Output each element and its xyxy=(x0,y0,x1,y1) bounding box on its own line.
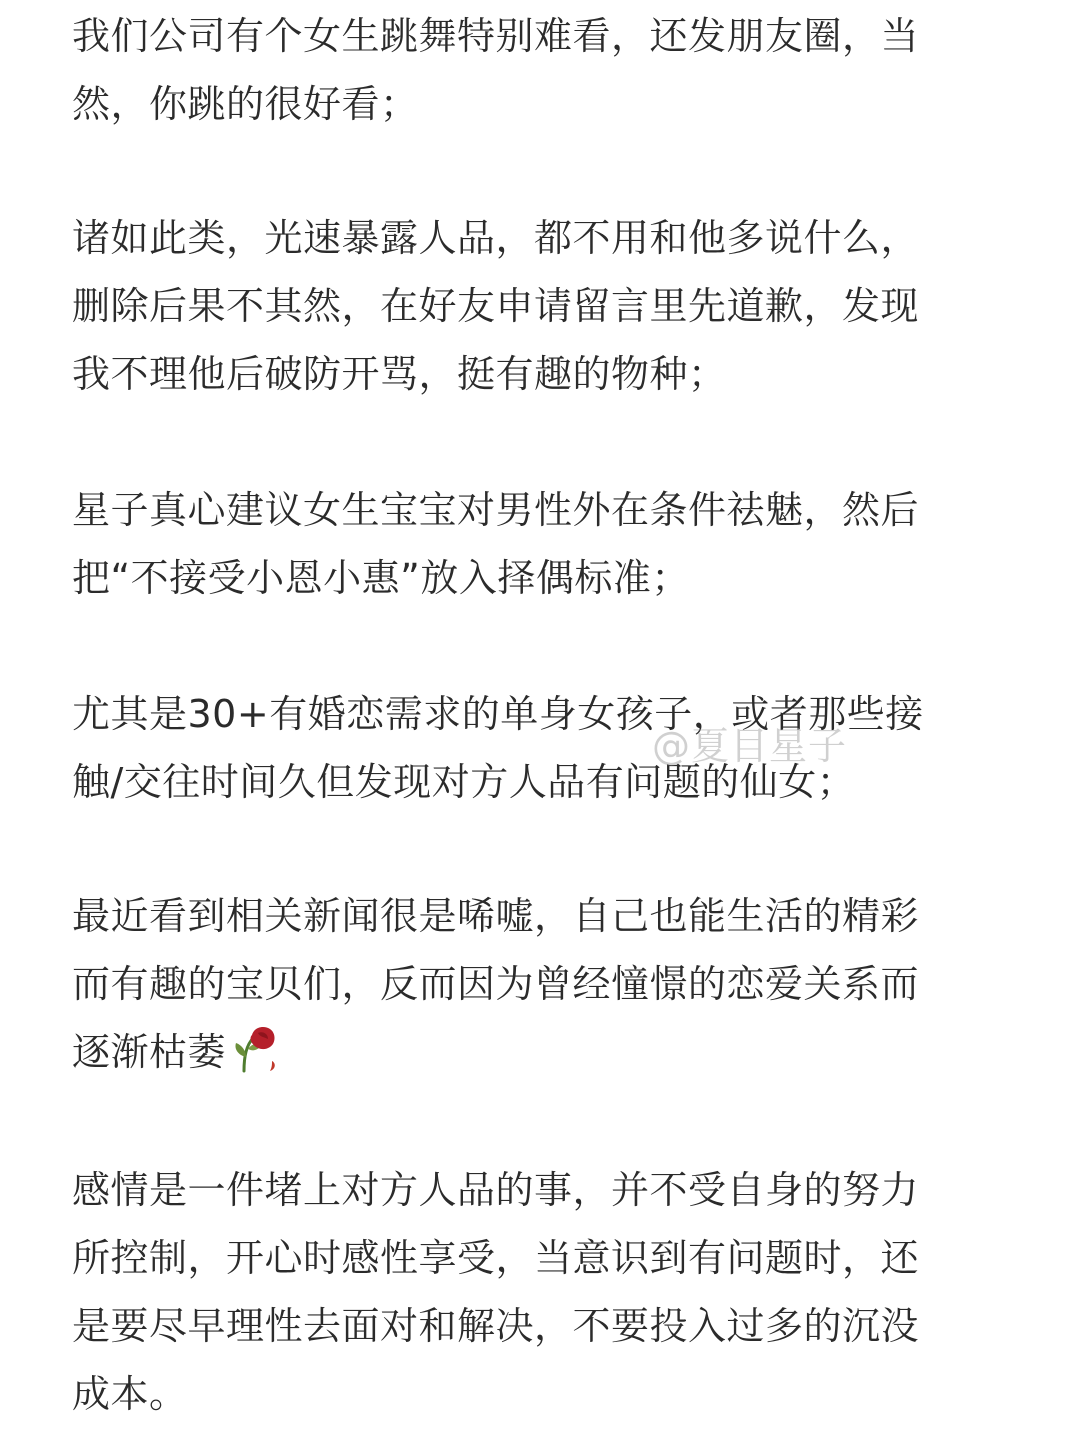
paragraph-5-text: 最近看到相关新闻很是唏嘘，自己也能生活的精彩 而有趣的宝贝们，反而因为曾经憧憬的恋爱关系而 逐渐枯萎 xyxy=(72,894,920,1074)
paragraph-6: 感情是一件堵上对方人品的事，并不受自身的努力 所控制，开心时感性享受，当意识到有问题时，还 是要尽早理性去面对和解决，不要投入过多的沉没 成本。 xyxy=(72,1168,920,1416)
paragraph-1: 我们公司有个女生跳舞特别难看，还发朋友圈，当 然，你跳的很好看； xyxy=(72,14,920,126)
paragraph-2: 诸如此类，光速暴露人品，都不用和他多说什么， 删除后果不其然，在好友申请留言里先道歉，发现 我不理他后破防开骂，挺有趣的物种； xyxy=(72,216,920,396)
paragraph-4: 尤其是30+有婚恋需求的单身女孩子，或者那些接 触/交往时间久但发现对方人品有问题的仙女； xyxy=(72,692,924,804)
paragraph-3: 星子真心建议女生宝宝对男性外在条件祛魅，然后 把“不接受小恩小惠”放入择偶标准； xyxy=(72,488,920,600)
wilted-flower-icon xyxy=(230,1021,284,1075)
watermark: @夏目星子 xyxy=(652,724,848,768)
paragraph-5 xyxy=(72,882,919,1086)
